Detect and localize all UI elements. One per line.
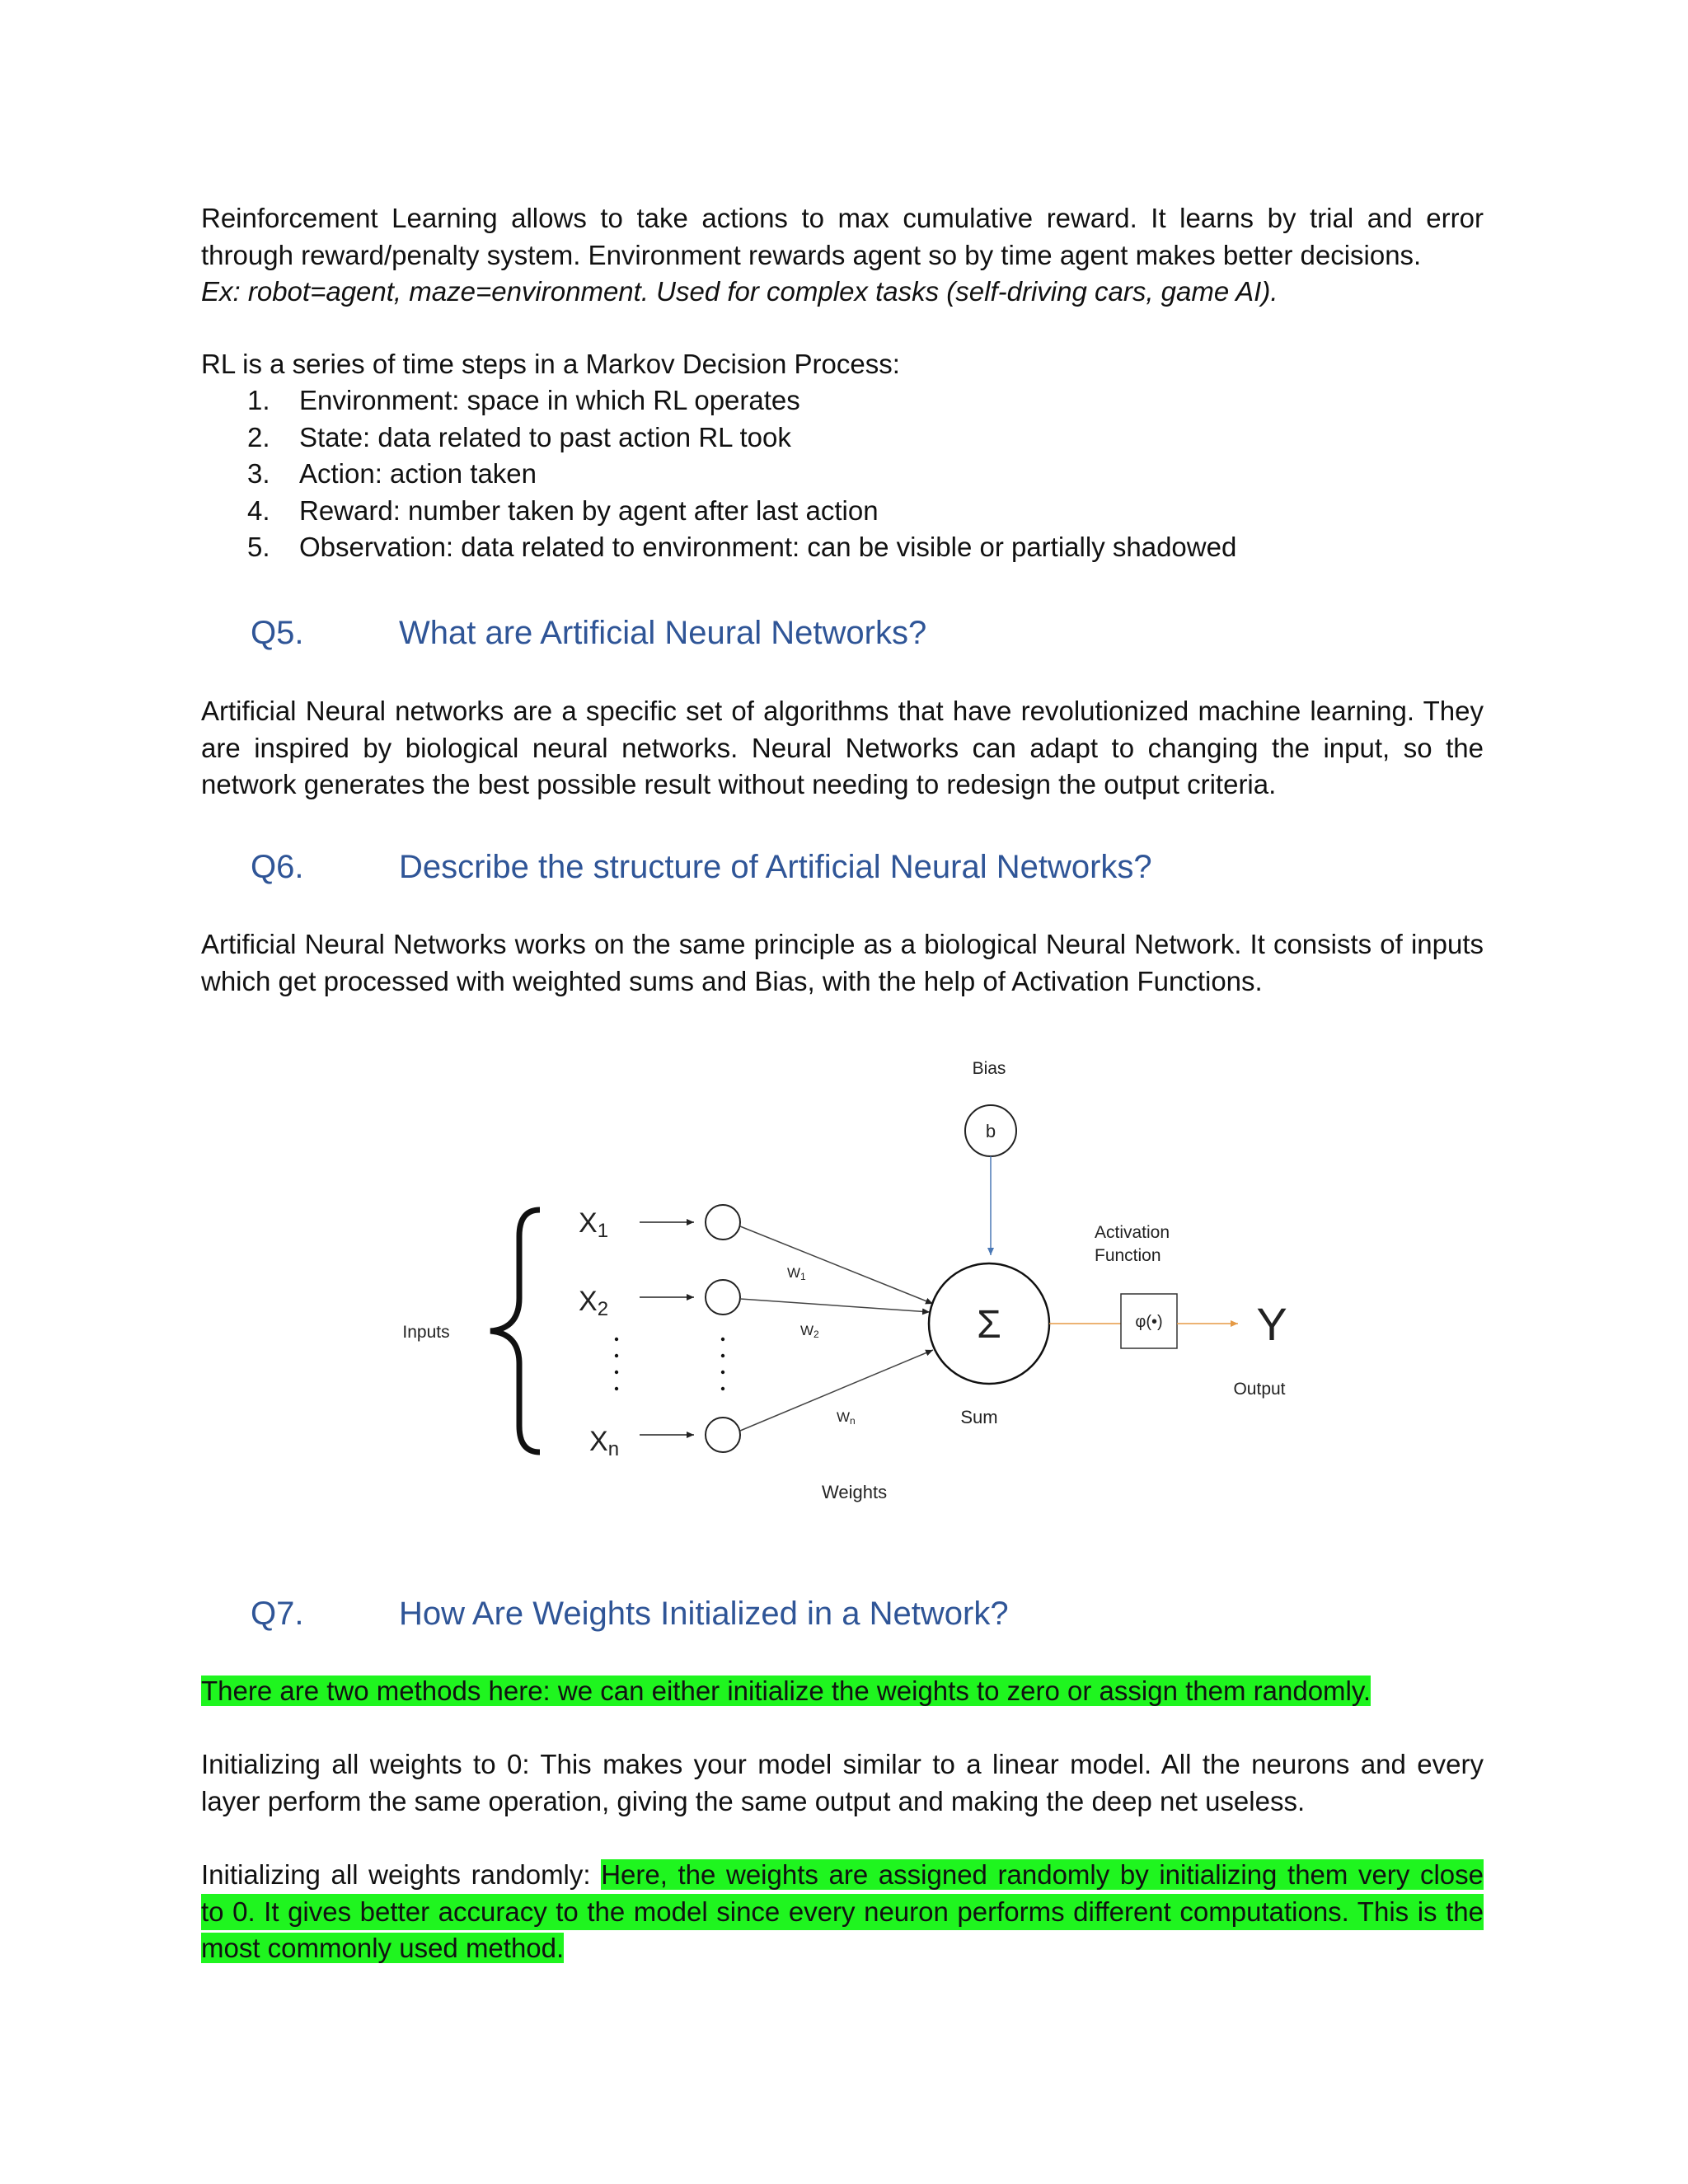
- weight-label-wn: Wn: [837, 1409, 856, 1427]
- list-item: 5. Observation: data related to environment: can be visible or partially shadowed: [247, 532, 1237, 562]
- input-ellipsis-dots: [615, 1338, 724, 1390]
- random-init-line-3: [201, 1930, 1484, 1967]
- output-label: Output: [1233, 1380, 1286, 1399]
- q7-highlight-intro: [201, 1673, 1484, 1710]
- weight-line-2: [740, 1299, 930, 1312]
- q6-number: Q6.: [251, 849, 304, 885]
- q6-line-2: which get processed with weighted sums and Bias, with the help of Activation Functions.: [201, 965, 1263, 996]
- inputs-label: Inputs: [402, 1323, 450, 1342]
- inputs-brace: [490, 1210, 540, 1452]
- activation-label-line-2: Function: [1095, 1246, 1161, 1265]
- list-item: 3. Action: action taken: [247, 458, 537, 489]
- q6-paragraph: [201, 926, 1484, 1000]
- q5-line-3: network generates the best possible result without needing to redesign the output criteria.: [201, 769, 1277, 799]
- q5-number: Q5.: [251, 615, 304, 651]
- list-item: 4. Reward: number taken by agent after last action: [247, 494, 879, 526]
- random-init-line-2: to 0. It gives better accuracy to the model since every neuron performs different computations. This is the: [201, 1894, 1484, 1931]
- weight-line-1: [740, 1226, 933, 1304]
- q5-line-2: are inspired by biological neural networks. Neural Networks can adapt to changing the input, so the: [201, 732, 1484, 763]
- bias-node-label: b: [985, 1121, 996, 1141]
- q5-line-1: Artificial Neural networks are a specific set of algorithms that have revolutionized machine learning. They: [201, 696, 1484, 726]
- rl-intro-example: Ex: robot=agent, maze=environment. Used for complex tasks (self-driving cars, game AI).: [201, 276, 1278, 307]
- zero-init-line-1: Initializing all weights to 0: This makes your model similar to a linear model. All the neurons and every: [201, 1749, 1484, 1779]
- rl-process-list: [247, 382, 1236, 566]
- q7-random-init-paragraph: [201, 1857, 1484, 1967]
- input-label-x2: X2: [579, 1286, 609, 1320]
- q5-heading: What are Artificial Neural Networks?: [399, 615, 927, 651]
- sum-label: Sum: [960, 1407, 998, 1427]
- highlighted-text: There are two methods here: we can either initialize the weights to zero or assign them randomly.: [201, 1675, 1372, 1706]
- activation-symbol: φ(•): [1135, 1313, 1163, 1331]
- q7-heading: How Are Weights Initialized in a Network?: [399, 1596, 1009, 1632]
- list-item: 2. State: data related to past action RL took: [247, 421, 791, 452]
- rl-intro-line-2: through reward/penalty system. Environment rewards agent so by time agent makes better decisions.: [201, 239, 1422, 270]
- highlighted-text: most commonly used method.: [201, 1933, 565, 1963]
- output-symbol: Y: [1256, 1298, 1287, 1350]
- weights-label: Weights: [822, 1482, 888, 1502]
- rl-intro-line-1: Reinforcement Learning allows to take actions to max cumulative reward. It learns by trial and error: [201, 203, 1484, 233]
- input-node-n: [706, 1418, 740, 1452]
- random-init-line-1: Initializing all weights randomly: Here, the weights are assigned randomly by initializing them very close: [201, 1859, 1484, 1890]
- activation-label-line-1: Activation: [1095, 1223, 1170, 1242]
- q6-line-1: Artificial Neural Networks works on the same principle as a biological Neural Network. It consists of inputs: [201, 929, 1484, 959]
- highlighted-text: Here, the weights are assigned randomly by initializing them very close: [601, 1859, 1484, 1890]
- bias-label: Bias: [972, 1059, 1006, 1078]
- input-node-2: [706, 1280, 740, 1315]
- input-node-1: [706, 1205, 740, 1240]
- input-label-x1: X1: [579, 1207, 609, 1242]
- q7-number: Q7.: [251, 1596, 304, 1632]
- neural-network-diagram: [313, 1022, 1442, 1582]
- rl-process-lead: RL is a series of time steps in a Markov Decision Process:: [201, 349, 900, 379]
- q7-zero-init-paragraph: [201, 1746, 1484, 1820]
- input-label-xn: Xn: [589, 1426, 620, 1460]
- rl-intro-paragraph: [201, 200, 1484, 311]
- weight-label-w1: W1: [787, 1265, 806, 1282]
- list-item: 1. Environment: space in which RL operates: [247, 385, 800, 415]
- q5-paragraph: [201, 693, 1484, 804]
- weight-label-w2: W2: [800, 1323, 819, 1340]
- sum-symbol: Σ: [977, 1303, 1001, 1347]
- q6-heading: Describe the structure of Artificial Neural Networks?: [399, 849, 1152, 885]
- zero-init-line-2: layer perform the same operation, giving the same output and making the deep net useless.: [201, 1785, 1306, 1816]
